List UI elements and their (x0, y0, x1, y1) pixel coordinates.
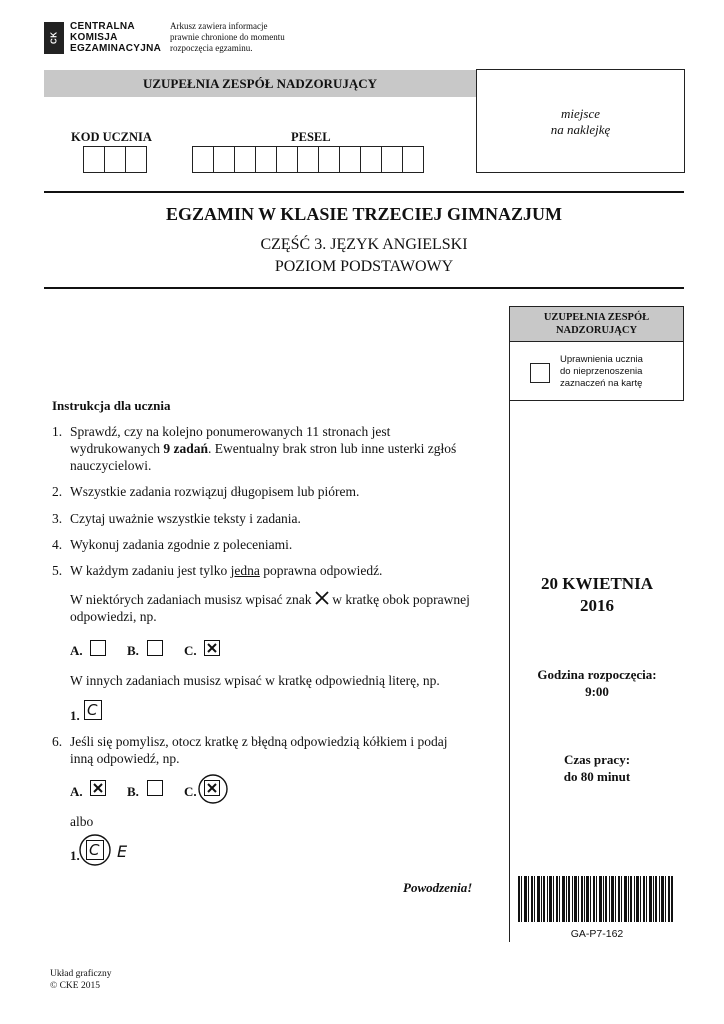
instruction-item-1 (0, 423, 510, 483)
item-line (70, 591, 510, 608)
exam-level: POZIOM PODSTAWOWY (274, 258, 454, 275)
underlined-run: jedna (230, 563, 260, 578)
text-run: wydrukowanych (70, 441, 164, 456)
pesel-cell[interactable] (276, 146, 298, 173)
instructions-title: Instrukcja dla ucznia (52, 398, 171, 413)
pesel-label: PESEL (291, 130, 331, 144)
item-5-mark-instruction (70, 591, 510, 625)
footer-line: Układ graficzny (50, 969, 112, 979)
bold-run: 9 zadań (163, 441, 208, 456)
example-option-b: B. (127, 784, 139, 799)
start-time-block (510, 666, 684, 700)
item-line: inną odpowiedź, np. (70, 751, 180, 766)
cke-logo-text (70, 21, 161, 54)
pesel-cell[interactable] (360, 146, 382, 173)
item-number: 1. (52, 424, 63, 439)
pesel-cell[interactable] (213, 146, 235, 173)
item-text: Wykonuj zadania zgodnie z poleceniami. (70, 537, 293, 552)
work-label: Czas pracy: (563, 752, 631, 767)
permission-line: do nieprzenoszenia (560, 366, 643, 377)
instruction-item-5 (0, 562, 510, 580)
cke-logo-mark: CK (44, 22, 64, 54)
handwritten-letter: C (89, 841, 100, 859)
x-mark-icon (315, 591, 329, 605)
footer-line: © CKE 2015 (50, 981, 100, 991)
example-option-b: B. (127, 643, 139, 658)
pesel-cell[interactable] (402, 146, 424, 173)
date-line: 2016 (580, 596, 614, 615)
example-option-c: C. (184, 784, 197, 799)
answer-box-checked[interactable] (204, 640, 220, 656)
text-run: poprawna odpowiedź. (259, 563, 383, 578)
permission-line: zaznaczeń na kartę (560, 378, 643, 389)
permission-line: Uprawnienia ucznia (560, 354, 643, 365)
good-luck: Powodzenia! (403, 880, 473, 895)
pesel-cell[interactable] (381, 146, 403, 173)
confidential-notice (170, 21, 285, 54)
handwritten-new-letter: E (117, 842, 128, 861)
or-label: albo (70, 814, 94, 829)
code-cell[interactable] (125, 146, 147, 173)
code-cell[interactable] (83, 146, 105, 173)
pesel-cell[interactable] (192, 146, 214, 173)
logo-line: KOMISJA (70, 32, 118, 43)
exam-part: CZĘŚĆ 3. JĘZYK ANGIELSKI (260, 236, 468, 253)
exam-date (510, 573, 684, 617)
pesel-cell[interactable] (339, 146, 361, 173)
correction-circle-icon (197, 773, 229, 805)
example-option-a: A. (70, 784, 83, 799)
notice-line: Arkusz zawiera informacje (170, 21, 268, 31)
panel-head-line: UZUPEŁNIA ZESPÓŁ (543, 312, 650, 323)
supervisor-bar: UZUPEŁNIA ZESPÓŁ NADZORUJĄCY (44, 70, 476, 97)
handwritten-letter: C (87, 701, 98, 719)
work-time-block (510, 751, 684, 785)
logo-line: EGZAMINACYJNA (70, 43, 162, 54)
answer-box[interactable] (147, 640, 163, 656)
title-rule-top (44, 191, 684, 193)
item-line: Sprawdź, czy na kolejno ponumerowanych 11 stronach jest (70, 424, 391, 439)
sticker-label (476, 106, 685, 138)
start-time: 9:00 (585, 684, 609, 699)
pesel-cell[interactable] (234, 146, 256, 173)
instruction-item-3 (0, 510, 510, 528)
student-code-cells[interactable] (84, 146, 147, 173)
exam-code: GA-P7-162 (570, 928, 624, 940)
student-code-label: KOD UCZNIA (71, 130, 152, 144)
example-number: 1. (70, 848, 80, 863)
item-number: 5. (52, 563, 63, 578)
example-option-a: A. (70, 643, 83, 658)
item-5-letter-instruction: W innych zadaniach musisz wpisać w kratkę odpowiednią literę, np. (70, 673, 440, 688)
permission-label (560, 354, 643, 390)
item-line: Jeśli się pomylisz, otocz kratkę z błędną odpowiedzią kółkiem i podaj (70, 734, 448, 749)
answer-box[interactable] (147, 780, 163, 796)
code-cell[interactable] (104, 146, 126, 173)
item-text (70, 423, 500, 474)
item-line: nauczycielowi. (70, 458, 152, 473)
item-number: 3. (52, 511, 63, 526)
footer (50, 968, 111, 992)
panel-head-line: NADZORUJĄCY (555, 325, 638, 336)
example-number: 1. (70, 708, 80, 723)
barcode (518, 876, 673, 922)
pesel-cells[interactable] (193, 146, 424, 173)
item-number: 6. (52, 734, 63, 749)
answer-box-checked[interactable] (90, 780, 106, 796)
supervisor-panel-head (509, 306, 684, 342)
item-number: 4. (52, 537, 63, 552)
letter-box[interactable] (84, 700, 102, 720)
instruction-item-6 (0, 733, 510, 769)
item-line (70, 440, 500, 457)
item-text (70, 562, 500, 579)
notice-line: prawnie chronione do momentu (170, 32, 285, 42)
start-label: Godzina rozpoczęcia: (537, 667, 657, 682)
text-run: . Ewentualny brak stron lub inne usterki zgłoś (208, 441, 457, 456)
instruction-item-2 (0, 483, 510, 501)
text-run: W niektórych zadaniach musisz wpisać znak (70, 592, 315, 607)
sticker-line: miejsce (561, 106, 600, 121)
date-line: 20 KWIETNIA (541, 574, 653, 593)
text-run: W każdym zadaniu jest tylko (70, 563, 231, 578)
correction-circle-icon (78, 833, 112, 867)
pesel-cell[interactable] (255, 146, 277, 173)
exam-title: EGZAMIN W KLASIE TRZECIEJ GIMNAZJUM (165, 204, 563, 224)
answer-box[interactable] (90, 640, 106, 656)
item-line: odpowiedzi, np. (70, 609, 157, 624)
instruction-item-4 (0, 536, 510, 554)
pesel-cell[interactable] (318, 146, 340, 173)
x-mark-icon (205, 641, 219, 655)
work-time: do 80 minut (563, 769, 631, 784)
item-text (70, 733, 500, 767)
text-run: w kratkę obok poprawnej (328, 592, 470, 607)
item-text: Czytaj uważnie wszystkie teksty i zadania. (70, 511, 301, 526)
notice-line: rozpoczęcia egzaminu. (170, 43, 253, 53)
permission-checkbox[interactable] (530, 363, 550, 383)
title-rule-bottom (44, 287, 684, 289)
logo-line: CENTRALNA (70, 21, 135, 32)
pesel-cell[interactable] (297, 146, 319, 173)
x-mark-icon (91, 781, 105, 795)
sticker-line: na naklejkę (550, 122, 611, 137)
example-option-c: C. (184, 643, 197, 658)
item-number: 2. (52, 484, 63, 499)
item-text: Wszystkie zadania rozwiązuj długopisem lub piórem. (70, 484, 360, 499)
